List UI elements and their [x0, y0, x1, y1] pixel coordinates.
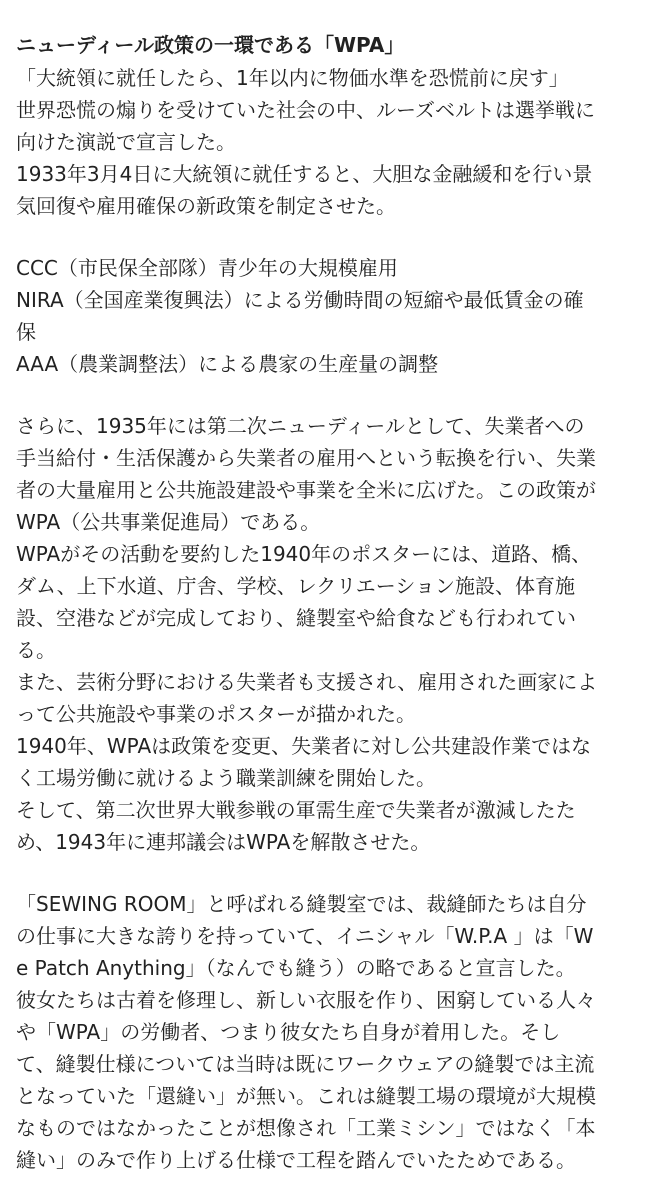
text-line: 向けた演説で宣言した。: [16, 130, 236, 154]
text-line: 1940年、WPAは政策を変更、失業者に対し公共建設作業ではな: [16, 734, 592, 758]
text-line: 手当給付・生活保護から失業者の雇用へという転換を行い、失業: [16, 446, 596, 470]
text-line: となっていた「還縫い」が無い。これは縫製工場の環境が大規模: [16, 1084, 596, 1108]
paragraph-gap: [16, 222, 634, 252]
document-title: ニューディール政策の一環である「WPA」: [16, 33, 405, 57]
paragraph: [16, 888, 634, 1176]
text-line: って公共施設や事業のポスターが描かれた。: [16, 702, 416, 726]
text-line: NIRA（全国産業復興法）による労働時間の短縮や最低賃金の確: [16, 288, 584, 312]
text-line: ダム、上下水道、庁舎、学校、レクリエーション施設、体育施: [16, 574, 575, 598]
text-line: 設、空港などが完成しており、縫製室や給食なども行われてい: [16, 606, 576, 630]
text-line: また、芸術分野における失業者も支援され、雇用された画家によ: [16, 670, 598, 694]
text-line: の仕事に大きな誇りを持っていて、イニシャル「W.P.A 」は「W: [16, 924, 594, 948]
text-line: 気回復や雇用確保の新政策を制定させた。: [16, 194, 396, 218]
text-line: なものではなかったことが想像され「工業ミシン」ではなく「本: [16, 1116, 596, 1140]
text-line: CCC（市民保全部隊）青少年の大規模雇用: [16, 256, 398, 280]
text-line: WPA（公共事業促進局）である。: [16, 510, 321, 534]
paragraph-gap: [16, 858, 634, 888]
text-line: る。: [16, 638, 56, 662]
text-line: め、1943年に連邦議会はWPAを解散させた。: [16, 830, 431, 854]
text-line: 保: [16, 320, 36, 344]
text-line: 世界恐慌の煽りを受けていた社会の中、ルーズベルトは選挙戦に: [16, 98, 595, 122]
text-line: 「SEWING ROOM」と呼ばれる縫製室では、裁縫師たちは自分: [16, 892, 587, 916]
text-line: 「大統領に就任したら、1年以内に物価水準を恐慌前に戻す」: [16, 66, 569, 90]
text-line: e Patch Anything」（なんでも縫う）の略であると宣言した。: [16, 956, 576, 980]
paragraph: [16, 62, 634, 222]
text-line: 縫い」のみで作り上げる仕様で工程を踏んでいたためである。: [16, 1148, 576, 1172]
paragraph: [16, 410, 634, 858]
text-line: や「WPA」の労働者、つまり彼女たち自身が着用した。そし: [16, 1020, 561, 1044]
paragraph: [16, 252, 634, 380]
text-line: 者の大量雇用と公共施設建設や事業を全米に広げた。この政策が: [16, 478, 596, 502]
text-line: 1933年3月4日に大統領に就任すると、大胆な金融緩和を行い景: [16, 162, 593, 186]
text-line: さらに、1935年には第二次ニューディールとして、失業者への: [16, 414, 585, 438]
text-line: 彼女たちは古着を修理し、新しい衣服を作り、困窮している人々: [16, 988, 596, 1012]
text-line: そして、第二次世界大戦参戦の軍需生産で失業者が激減したた: [16, 798, 576, 822]
text-line: WPAがその活動を要約した1940年のポスターには、道路、橋、: [16, 542, 592, 566]
paragraph-gap: [16, 380, 634, 410]
text-line: AAA（農業調整法）による農家の生産量の調整: [16, 352, 439, 376]
text-line: て、縫製仕様については当時は既にワークウェアの縫製では主流: [16, 1052, 595, 1076]
text-line: く工場労働に就けるよう職業訓練を開始した。: [16, 766, 436, 790]
document-body: [16, 62, 634, 1176]
